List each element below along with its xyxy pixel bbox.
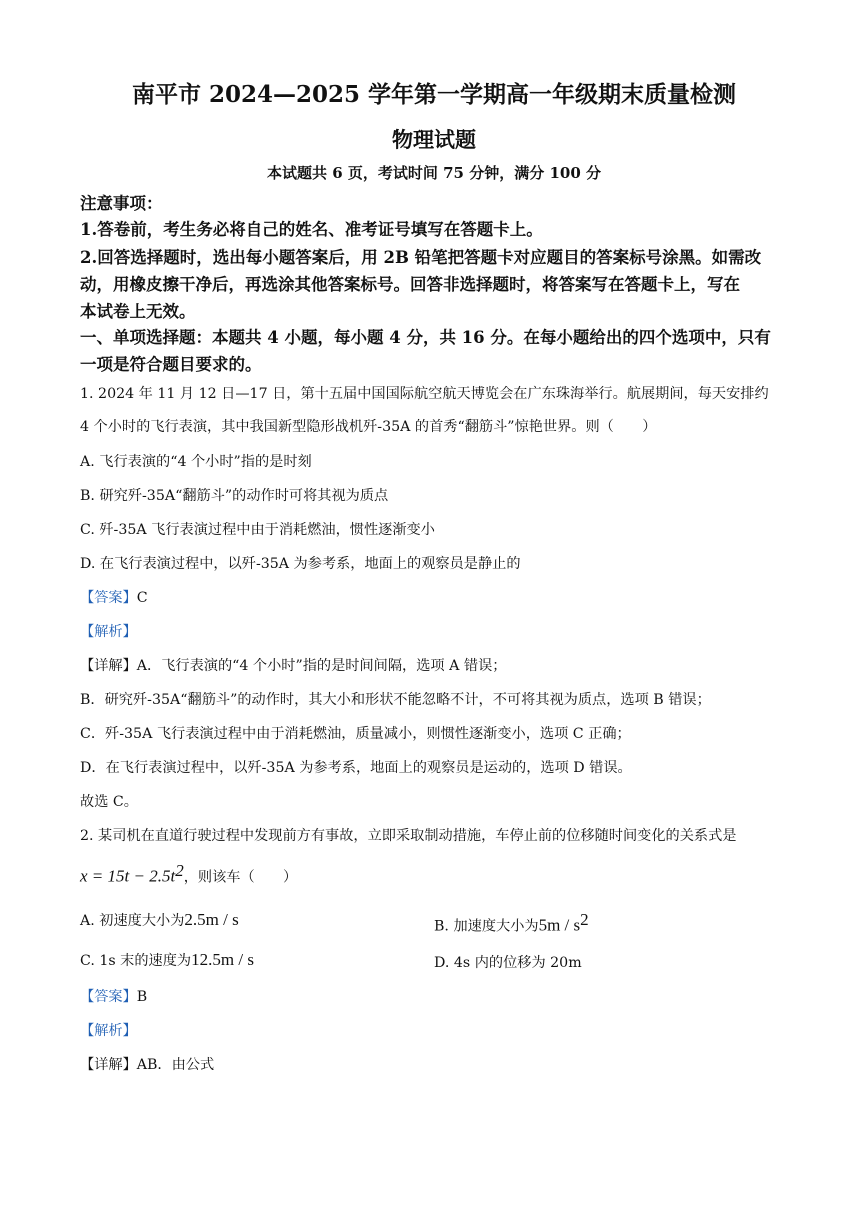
q2-formula-exponent: 2: [175, 861, 184, 880]
notes-item-2-line-2: 动，用橡皮擦干净后，再选涂其他答案标号。回答非选择题时，将答案写在答题卡上，写在: [80, 275, 740, 294]
notes-item-2-line-1: 2.回答选择题时，选出每小题答案后，用 2B 铅笔把答题卡对应题目的答案标号涂黑。如需改: [80, 248, 762, 267]
exam-title: 南平市 2024—2025 学年第一学期高一年级期末质量检测: [131, 81, 737, 108]
answer-tag: 【答案】: [80, 989, 137, 1005]
q1-stem-line-1: 1. 2024 年 11 月 12 日—17 日，第十五届中国国际航空航天博览会在广东珠海举行。航展期间，每天安排约: [80, 386, 769, 402]
answer-value: C: [136, 590, 148, 606]
detail-tag: 【详解】: [80, 658, 137, 674]
option-b-value: 5m / s: [538, 915, 581, 935]
q2-option-b: [434, 910, 589, 936]
notes-item-1: 1.答卷前，考生务必将自己的姓名、准考证号填写在答题卡上。: [80, 220, 543, 239]
answer-value: B: [136, 989, 148, 1005]
q1-option-d: D. 在飞行表演过程中，以歼-35A 为参考系，地面上的观察员是静止的: [80, 556, 521, 572]
notes-item-2-line-3: 本试卷上无效。: [80, 302, 196, 321]
q1-detail-b: B．研究歼-35A“翻筋斗”的动作时，其大小和形状不能忽略不计，不可将其视为质点，选项 B 错误；: [80, 692, 711, 708]
section-1-heading-line-1: 一、单项选择题：本题共 4 小题，每小题 4 分，共 16 分。在每小题给出的四个选项中，只有: [80, 328, 771, 347]
q2-stem-line-2: [80, 861, 297, 887]
option-b-exponent: 2: [580, 910, 589, 929]
q1-detail-a: [80, 655, 506, 675]
q1-detail-d: D．在飞行表演过程中，以歼-35A 为参考系，地面上的观察员是运动的，选项 D 错误。: [80, 760, 632, 776]
option-b-text: B. 加速度大小为: [434, 918, 539, 935]
q1-detail-c: C．歼-35A 飞行表演过程中由于消耗燃油，质量减小，则惯性逐渐变小，选项 C 正确；: [80, 726, 631, 742]
q2-stem-tail: ，则该车（ ）: [183, 869, 298, 886]
q1-stem-line-2: 4 个小时的飞行表演，其中我国新型隐形战机歼-35A 的首秀“翻筋斗”惊艳世界。则（ ）: [80, 419, 657, 435]
section-1-heading-line-2: 一项是符合题目要求的。: [80, 355, 262, 374]
detail-text: AB．由公式: [136, 1057, 215, 1073]
answer-tag: 【答案】: [80, 590, 137, 606]
q2-answer: [80, 986, 147, 1006]
option-a-value: 2.5m / s: [184, 910, 239, 929]
q1-option-b: B. 研究歼-35A“翻筋斗”的动作时可将其视为质点: [80, 488, 389, 504]
detail-text: A．飞行表演的“4 个小时”指的是时间间隔，选项 A 错误；: [136, 658, 507, 674]
q2-formula: x = 15t − 2.5t: [80, 866, 176, 886]
option-c-value: 12.5m / s: [191, 950, 254, 969]
q2-analysis-tag: 【解析】: [80, 1023, 137, 1039]
q2-stem-line-1: 2. 某司机在直道行驶过程中发现前方有事故，立即采取制动措施，车停止前的位移随时间变化的关系式是: [80, 828, 737, 844]
option-a-text: A. 初速度大小为: [80, 913, 185, 929]
q2-option-d: D. 4s 内的位移为 20m: [434, 955, 582, 971]
notes-heading: 注意事项：: [80, 194, 163, 213]
q1-conclusion: 故选 C。: [80, 794, 138, 810]
q2-detail-start: [80, 1054, 214, 1074]
q1-answer: [80, 587, 148, 607]
detail-tag: 【详解】: [80, 1057, 137, 1073]
q2-option-a: [80, 910, 239, 930]
exam-subtitle: 物理试题: [392, 127, 476, 152]
q1-option-a: A. 飞行表演的“4 个小时”指的是时刻: [80, 454, 312, 470]
q1-option-c: C. 歼-35A 飞行表演过程中由于消耗燃油，惯性逐渐变小: [80, 522, 435, 538]
exam-info: 本试题共 6 页，考试时间 75 分钟，满分 100 分: [267, 164, 601, 182]
q2-option-c: [80, 950, 254, 970]
option-c-text: C. 1s 末的速度为: [80, 953, 192, 969]
q1-analysis-tag: 【解析】: [80, 624, 137, 640]
